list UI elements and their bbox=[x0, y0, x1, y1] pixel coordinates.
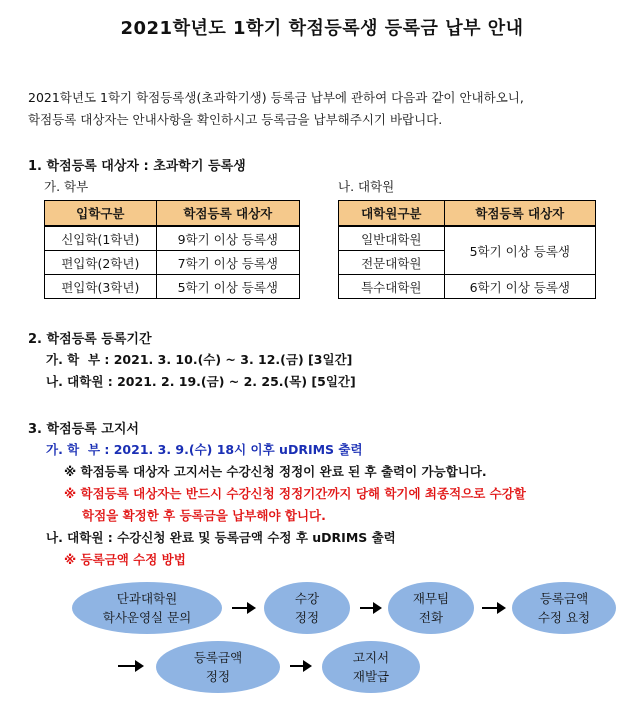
table-header: 입학구분 bbox=[45, 201, 157, 227]
section3-note-2-line-1: ※ 학점등록 대상자는 반드시 수강신청 정정기간까지 당해 학기에 최종적으로 수강할 bbox=[64, 486, 526, 501]
table-row bbox=[45, 226, 300, 251]
section2-heading: 2. 학점등록 등록기간 bbox=[28, 332, 152, 347]
table-cell: 편입학(3학년) bbox=[45, 275, 157, 299]
table-cell: 9학기 이상 등록생 bbox=[156, 226, 299, 251]
undergrad-table bbox=[44, 200, 300, 299]
flow-step-finance-call bbox=[388, 582, 474, 634]
section3-grad-line: 나. 대학원 : 수강신청 완료 및 등록금액 수정 후 uDRIMS 출력 bbox=[46, 530, 396, 545]
right-arrow-icon bbox=[482, 607, 504, 609]
right-arrow-icon bbox=[360, 607, 380, 609]
grad-table bbox=[338, 200, 596, 299]
table-header: 학점등록 대상자 bbox=[156, 201, 299, 227]
right-arrow-icon bbox=[290, 665, 310, 667]
flow-step-text: 수강 bbox=[294, 591, 320, 606]
intro-line-1: 2021학년도 1학기 학점등록생(초과학기생) 등록금 납부에 관하여 다음과 같이 안내하오니, bbox=[28, 90, 524, 105]
section3-note-2-line-2: 학점을 확정한 후 등록금을 납부해야 합니다. bbox=[82, 508, 326, 523]
flow-step-course-correction bbox=[264, 582, 350, 634]
flow-step-inquiry bbox=[72, 582, 222, 634]
section3-heading: 3. 학점등록 고지서 bbox=[28, 422, 139, 437]
undergrad-label: 가. 학부 bbox=[44, 179, 89, 194]
section3-grad-note: ※ 등록금액 수정 방법 bbox=[64, 552, 186, 567]
table-cell: 전문대학원 bbox=[339, 251, 445, 275]
table-cell: 7학기 이상 등록생 bbox=[156, 251, 299, 275]
table-row bbox=[339, 275, 596, 299]
flow-step-text: 학사운영실 문의 bbox=[102, 610, 192, 625]
flow-step-text: 고지서 bbox=[352, 650, 390, 665]
flow-step-text: 등록금액 bbox=[193, 650, 243, 665]
flow-step-text: 정정 bbox=[294, 610, 320, 625]
table-cell: 6학기 이상 등록생 bbox=[444, 275, 595, 299]
flow-step-text: 재발급 bbox=[352, 669, 390, 684]
table-header: 학점등록 대상자 bbox=[444, 201, 595, 227]
flow-step-text: 전화 bbox=[418, 610, 444, 625]
flow-step-amount-request bbox=[512, 582, 616, 634]
table-row bbox=[45, 275, 300, 299]
table-row bbox=[339, 226, 596, 251]
flow-step-text: 단과대학원 bbox=[116, 591, 178, 606]
flow-step-text: 등록금액 bbox=[539, 591, 589, 606]
table-cell: 특수대학원 bbox=[339, 275, 445, 299]
page-title: 2021학년도 1학기 학점등록생 등록금 납부 안내 bbox=[120, 18, 524, 39]
table-cell: 신입학(1학년) bbox=[45, 226, 157, 251]
section3-undergrad-line: 가. 학 부 : 2021. 3. 9.(수) 18시 이후 uDRIMS 출력 bbox=[46, 442, 363, 457]
flow-step-text: 정정 bbox=[205, 669, 231, 684]
flow-step-text: 재무팀 bbox=[412, 591, 450, 606]
table-cell: 일반대학원 bbox=[339, 226, 445, 251]
table-row bbox=[45, 251, 300, 275]
intro-line-2: 학점등록 대상자는 안내사항을 확인하시고 등록금을 납부해주시기 바랍니다. bbox=[28, 112, 443, 127]
flow-step-text: 수정 요청 bbox=[537, 610, 591, 625]
section1-heading: 1. 학점등록 대상자 : 초과학기 등록생 bbox=[28, 159, 246, 174]
flow-step-amount-correction bbox=[156, 641, 280, 693]
right-arrow-icon bbox=[118, 665, 142, 667]
section2-undergrad-period: 가. 학 부 : 2021. 3. 10.(수) ~ 3. 12.(금) [3일간] bbox=[46, 352, 353, 367]
table-cell: 5학기 이상 등록생 bbox=[444, 226, 595, 275]
table-cell: 편입학(2학년) bbox=[45, 251, 157, 275]
flow-step-reissue bbox=[322, 641, 420, 693]
section3-note-1: ※ 학점등록 대상자 고지서는 수강신청 정정이 완료 된 후 출력이 가능합니다. bbox=[64, 464, 487, 479]
right-arrow-icon bbox=[232, 607, 254, 609]
section2-grad-period: 나. 대학원 : 2021. 2. 19.(금) ~ 2. 25.(목) [5일간] bbox=[46, 374, 356, 389]
grad-label: 나. 대학원 bbox=[338, 179, 395, 194]
table-cell: 5학기 이상 등록생 bbox=[156, 275, 299, 299]
table-header: 대학원구분 bbox=[339, 201, 445, 227]
